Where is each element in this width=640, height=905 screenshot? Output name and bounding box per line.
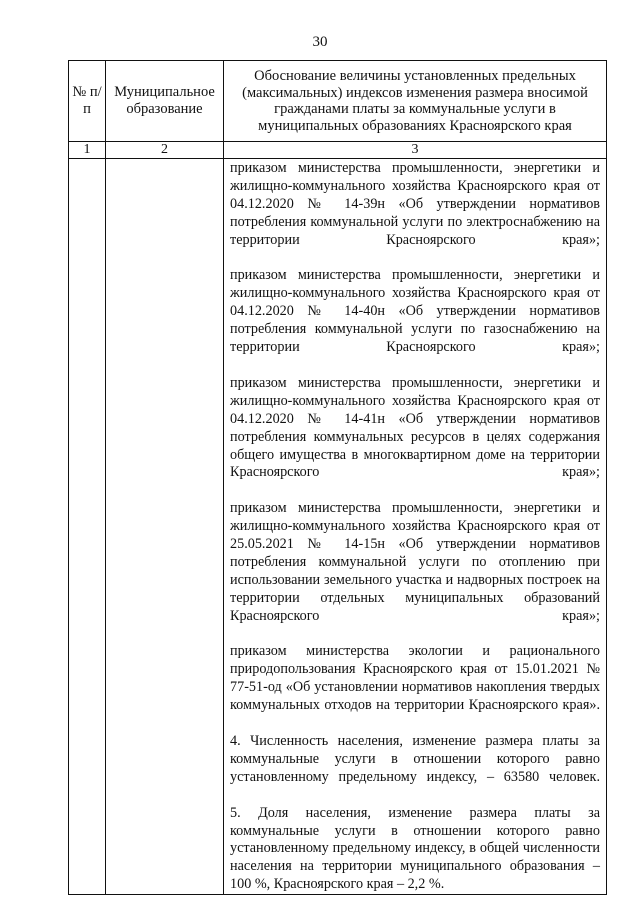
order-paragraph: приказом министерства промышленности, энергетики и жилищно-коммунального хозяйства Красноярского края от 04.12.2020 № 14-41н «Об утверждении нормативов потребления коммунальных ресурсов в целях содержания общего имущества в многоквартирном доме на территории Красноярского края»; bbox=[230, 374, 600, 481]
order-paragraph: приказом министерства экологии и рационального природопользования Красноярского края от 15.01.2021 № 77-51-од «Об установлении нормативов накопления твердых коммунальных отходов на территории Красноярского края». bbox=[230, 643, 600, 714]
justification-cell bbox=[224, 159, 607, 895]
municipality-cell bbox=[106, 159, 224, 895]
column-numbers-row bbox=[69, 142, 607, 159]
page-number: 30 bbox=[312, 34, 328, 50]
population-paragraph: 4. Численность населения, изменение размера платы за коммунальные услуги в отношении которого равно установленному предельному индексу, – 63580 человек. bbox=[230, 733, 600, 785]
column-number: 3 bbox=[224, 142, 607, 159]
population-share-paragraph: 5. Доля населения, изменение размера платы за коммунальные услуги в отношении которого равно установленному предельному индексу, в общей численности населения на территории муниципального образования – 100 %, Красноярского края – 2,2 %. bbox=[230, 804, 600, 893]
justification-text bbox=[224, 159, 606, 894]
order-paragraph: приказом министерства промышленности, энергетики и жилищно-коммунального хозяйства Красноярского края от 04.12.2020 № 14-39н «Об утверждении нормативов потребления коммунальной услуги по электроснабжению на территории Красноярского края»; bbox=[230, 160, 600, 248]
header-municipality-column: Муниципальное образование bbox=[106, 61, 224, 142]
table-header-row bbox=[69, 61, 607, 142]
justification-table bbox=[68, 60, 607, 895]
column-number: 2 bbox=[106, 142, 224, 159]
order-paragraph: приказом министерства промышленности, энергетики и жилищно-коммунального хозяйства Красноярского края от 04.12.2020 № 14-40н «Об утверждении нормативов потребления коммунальной услуги по газоснабжению на территории Красноярского края»; bbox=[230, 267, 600, 356]
table-row bbox=[69, 159, 607, 895]
row-number-cell bbox=[69, 159, 106, 895]
order-paragraph: приказом министерства промышленности, энергетики и жилищно-коммунального хозяйства Красноярского края от 25.05.2021 № 14-15н «Об утверждении нормативов потребления коммунальной услуги по отоплению при использовании земельного участка и надворных построек на территории отдельных муниципальных образований Красноярского края»; bbox=[230, 500, 600, 624]
header-number-column: № п/п bbox=[69, 61, 106, 142]
column-number: 1 bbox=[69, 142, 106, 159]
header-justification-column: Обоснование величины установленных предельных (максимальных) индексов изменения размера вносимой гражданами платы за коммунальные услуги в муниципальных образованиях Красноярского края bbox=[224, 61, 607, 142]
